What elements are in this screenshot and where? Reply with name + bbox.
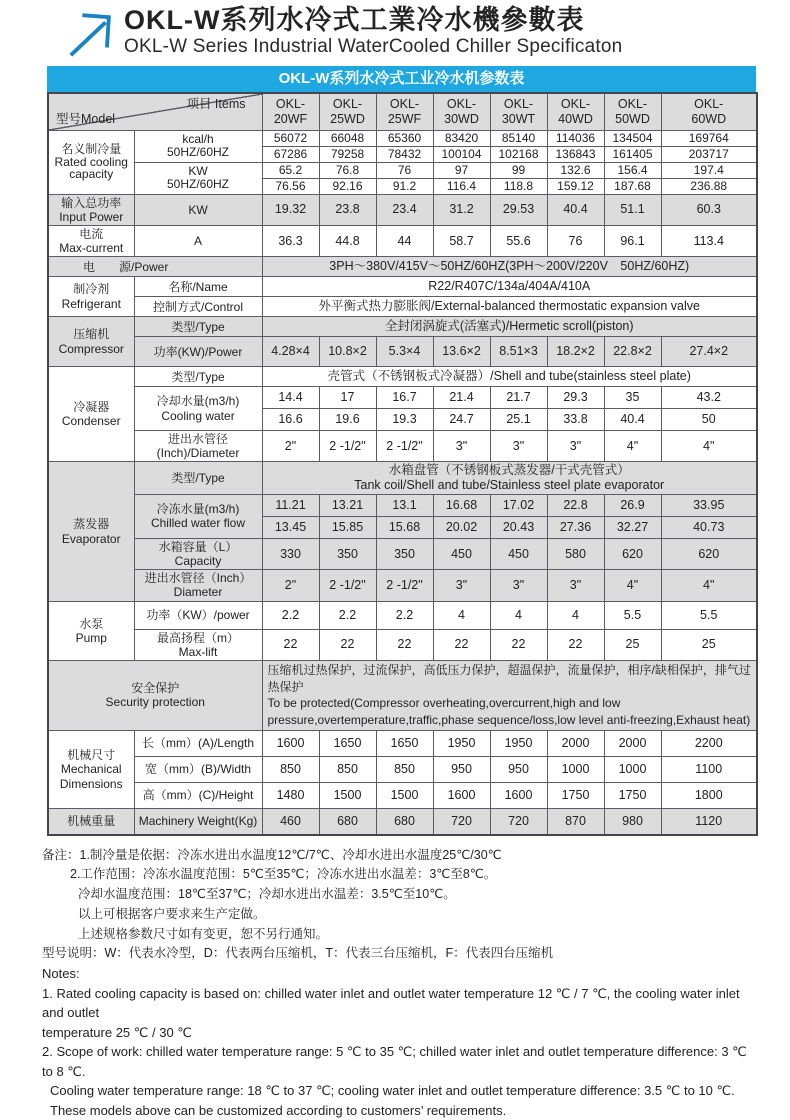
value-cell: 29.53	[490, 194, 547, 225]
value-cell: 22	[319, 629, 376, 660]
value-cell: 2 -1/2"	[376, 570, 433, 601]
row-item-label: 冷冻水量(m3/h) Chilled water flow	[134, 494, 262, 538]
value-cell: 680	[319, 809, 376, 835]
note-line: temperature 25 ℃ / 30 ℃	[42, 1024, 192, 1040]
page-title: OKL-W系列水冷式工業冷水機參數表	[124, 5, 585, 35]
value-cell: 1480	[262, 783, 319, 809]
value-cell: 1500	[319, 783, 376, 809]
value-cell: 18.2×2	[547, 337, 604, 367]
row-item-label: KW	[134, 194, 262, 225]
value-cell: 1750	[547, 783, 604, 809]
value-cell: 114036	[547, 130, 604, 146]
row-item-label: 名称/Name	[134, 277, 262, 297]
row-item-label: 功率（KW）/power	[134, 601, 262, 629]
row-item-label: 进出水管径 (Inch)/Diameter	[134, 431, 262, 462]
value-cell: 2 -1/2"	[376, 431, 433, 462]
value-cell: 50	[661, 409, 757, 431]
value-cell: 580	[547, 538, 604, 569]
value-cell: 44	[376, 225, 433, 256]
value-cell: 19.32	[262, 194, 319, 225]
value-cell: 60.3	[661, 194, 757, 225]
value-cell: 25	[661, 629, 757, 660]
value-cell: 350	[319, 538, 376, 569]
row-item-label: A	[134, 225, 262, 256]
model-header: OKL- 50WD	[604, 93, 661, 130]
value-cell: 96.1	[604, 225, 661, 256]
value-cell: 159.12	[547, 178, 604, 194]
value-cell: 22	[262, 629, 319, 660]
value-cell: 2"	[262, 431, 319, 462]
value-cell: 19.3	[376, 409, 433, 431]
value-cell: 10.8×2	[319, 337, 376, 367]
model-header: OKL- 25WF	[376, 93, 433, 130]
value-cell: 13.21	[319, 494, 376, 516]
value-cell: 1800	[661, 783, 757, 809]
value-cell: 8.51×3	[490, 337, 547, 367]
value-cell: 2.2	[376, 601, 433, 629]
model-header: OKL- 30WD	[433, 93, 490, 130]
value-cell: 99	[490, 162, 547, 178]
value-cell: 161405	[604, 146, 661, 162]
merged-value-cell: 压缩机过热保护，过流保护，高低压力保护，超温保护，流量保护，相序/缺相保护，排气过热保护 To be protected(Compressor overheating,overcurrent,high and low pressure,overtemperature,traffic,phase sequence/loss,low level anti-freezing,Exhaust heat)	[262, 660, 757, 730]
value-cell: 950	[433, 757, 490, 783]
row-group-label: 安全保护 Security protection	[48, 660, 262, 730]
value-cell: 65.2	[262, 162, 319, 178]
note-line: 备注：1.制冷量是依据：冷冻水进出水温度12℃/7℃、冷却水进出水温度25℃/30℃	[42, 847, 502, 862]
value-cell: 1120	[661, 809, 757, 835]
row-item-label: 类型/Type	[134, 367, 262, 387]
value-cell: 850	[319, 757, 376, 783]
notes-section	[42, 846, 758, 1120]
value-cell: 187.68	[604, 178, 661, 194]
value-cell: 4"	[604, 570, 661, 601]
title-block	[124, 6, 622, 58]
value-cell: 21.7	[490, 387, 547, 409]
value-cell: 13.45	[262, 516, 319, 538]
value-cell: 450	[433, 538, 490, 569]
note-line: 冷却水温度范围：18℃至37℃；冷却水进出水温差：3.5℃至10℃。	[78, 887, 456, 902]
note-line: These models above can be customized according to customers’ requirements.	[50, 1102, 507, 1118]
model-header: OKL- 60WD	[661, 93, 757, 130]
model-header: OKL- 20WF	[262, 93, 319, 130]
row-item-label: kcal/h 50HZ/60HZ	[134, 130, 262, 162]
value-cell: 4.28×4	[262, 337, 319, 367]
note-line: 上述规格参数尺寸如有变更，恕不另行通知。	[78, 926, 329, 941]
value-cell: 29.3	[547, 387, 604, 409]
value-cell: 720	[490, 809, 547, 835]
value-cell: 43.2	[661, 387, 757, 409]
value-cell: 22	[490, 629, 547, 660]
row-item-label: 类型/Type	[134, 462, 262, 495]
corner-model-label: 型号Model	[56, 111, 116, 126]
value-cell: 20.02	[433, 516, 490, 538]
value-cell: 91.2	[376, 178, 433, 194]
value-cell: 680	[376, 809, 433, 835]
value-cell: 2 -1/2"	[319, 431, 376, 462]
table-banner: OKL-W系列水冷式工业冷水机参数表	[47, 66, 756, 92]
value-cell: 22.8×2	[604, 337, 661, 367]
value-cell: 100104	[433, 146, 490, 162]
value-cell: 83420	[433, 130, 490, 146]
value-cell: 620	[661, 538, 757, 569]
row-item-label: 类型/Type	[134, 317, 262, 337]
row-group-label: 制冷剂 Refrigerant	[48, 277, 134, 317]
value-cell: 4	[547, 601, 604, 629]
value-cell: 2.2	[262, 601, 319, 629]
row-item-label: 宽（mm）(B)/Width	[134, 757, 262, 783]
value-cell: 92.16	[319, 178, 376, 194]
value-cell: 16.68	[433, 494, 490, 516]
value-cell: 21.4	[433, 387, 490, 409]
value-cell: 720	[433, 809, 490, 835]
value-cell: 22	[433, 629, 490, 660]
value-cell: 156.4	[604, 162, 661, 178]
spec-table-body	[48, 93, 757, 835]
value-cell: 22.8	[547, 494, 604, 516]
row-group-label: 名义制冷量 Rated cooling capacity	[48, 130, 134, 194]
row-group-label: 电流 Max-current	[48, 225, 134, 256]
value-cell: 26.9	[604, 494, 661, 516]
value-cell: 22	[547, 629, 604, 660]
value-cell: 870	[547, 809, 604, 835]
model-header: OKL- 40WD	[547, 93, 604, 130]
note-line: 以上可根据客户要求来生产定做。	[78, 906, 266, 921]
row-group-label: 水泵 Pump	[48, 601, 134, 660]
row-item-label: 进出水管径（Inch） Diameter	[134, 570, 262, 601]
merged-value-cell: 水箱盘管（不锈钢板式蒸发器/干式壳管式） Tank coil/Shell and tube/Stainless steel plate evaporator	[262, 462, 757, 495]
value-cell: 4	[433, 601, 490, 629]
merged-value-cell: 3PH～380V/415V～50HZ/60HZ(3PH～200V/220V 50HZ/60HZ)	[262, 257, 757, 277]
value-cell: 116.4	[433, 178, 490, 194]
value-cell: 56072	[262, 130, 319, 146]
value-cell: 67286	[262, 146, 319, 162]
value-cell: 1950	[490, 731, 547, 757]
value-cell: 4"	[661, 570, 757, 601]
value-cell: 85140	[490, 130, 547, 146]
value-cell: 78432	[376, 146, 433, 162]
value-cell: 40.4	[547, 194, 604, 225]
value-cell: 1650	[376, 731, 433, 757]
value-cell: 1100	[661, 757, 757, 783]
value-cell: 11.21	[262, 494, 319, 516]
value-cell: 2"	[262, 570, 319, 601]
note-line: 2. Scope of work: chilled water temperature range: 5 ℃ to 35 ℃; chilled water inlet and outlet temperature difference: 3 ℃ to 8 ℃.	[42, 1044, 747, 1079]
row-item-label: Machinery Weight(Kg)	[134, 809, 262, 835]
corner-items-label: 项目 Items	[186, 97, 246, 111]
value-cell: 20.43	[490, 516, 547, 538]
value-cell: 102168	[490, 146, 547, 162]
value-cell: 15.85	[319, 516, 376, 538]
arrow-up-right-icon	[66, 9, 118, 59]
page-header	[0, 0, 790, 62]
value-cell: 350	[376, 538, 433, 569]
value-cell: 65360	[376, 130, 433, 146]
value-cell: 25.1	[490, 409, 547, 431]
value-cell: 3"	[433, 570, 490, 601]
value-cell: 17	[319, 387, 376, 409]
value-cell: 3"	[490, 431, 547, 462]
value-cell: 1750	[604, 783, 661, 809]
value-cell: 4	[490, 601, 547, 629]
merged-value-cell: 全封闭涡旋式(活塞式)/Hermetic scroll(piston)	[262, 317, 757, 337]
value-cell: 2000	[547, 731, 604, 757]
value-cell: 3"	[490, 570, 547, 601]
value-cell: 4"	[661, 431, 757, 462]
value-cell: 23.4	[376, 194, 433, 225]
spec-table	[47, 92, 758, 836]
value-cell: 5.5	[604, 601, 661, 629]
note-line: Notes:	[42, 966, 80, 982]
value-cell: 2200	[661, 731, 757, 757]
value-cell: 23.8	[319, 194, 376, 225]
value-cell: 1650	[319, 731, 376, 757]
value-cell: 134504	[604, 130, 661, 146]
value-cell: 76	[547, 225, 604, 256]
value-cell: 40.73	[661, 516, 757, 538]
value-cell: 14.4	[262, 387, 319, 409]
value-cell: 33.95	[661, 494, 757, 516]
value-cell: 1600	[262, 731, 319, 757]
value-cell: 4"	[604, 431, 661, 462]
notes-chinese	[42, 846, 758, 965]
value-cell: 203717	[661, 146, 757, 162]
value-cell: 136843	[547, 146, 604, 162]
value-cell: 236.88	[661, 178, 757, 194]
value-cell: 2000	[604, 731, 661, 757]
merged-value-cell: 壳管式（不锈钢板式冷凝器）/Shell and tube(stainless steel plate)	[262, 367, 757, 387]
row-group-label: 输入总功率 Input Power	[48, 194, 134, 225]
value-cell: 1000	[547, 757, 604, 783]
value-cell: 330	[262, 538, 319, 569]
value-cell: 3"	[547, 570, 604, 601]
value-cell: 66048	[319, 130, 376, 146]
merged-value-cell: R22/R407C/134a/404A/410A	[262, 277, 757, 297]
value-cell: 22	[376, 629, 433, 660]
value-cell: 3"	[547, 431, 604, 462]
value-cell: 76.56	[262, 178, 319, 194]
value-cell: 620	[604, 538, 661, 569]
value-cell: 27.4×2	[661, 337, 757, 367]
note-line: 型号说明：W：代表水冷型，D：代表两台压缩机，T：代表三台压缩机，F：代表四台压缩机	[42, 946, 554, 961]
value-cell: 850	[376, 757, 433, 783]
value-cell: 13.6×2	[433, 337, 490, 367]
value-cell: 25	[604, 629, 661, 660]
row-group-label: 电 源/Power	[48, 257, 262, 277]
notes-english	[42, 964, 758, 1120]
value-cell: 27.36	[547, 516, 604, 538]
row-item-label: 高（mm）(C)/Height	[134, 783, 262, 809]
value-cell: 1600	[490, 783, 547, 809]
value-cell: 76	[376, 162, 433, 178]
row-item-label: 冷却水量(m3/h) Cooling water	[134, 387, 262, 431]
row-group-label: 压缩机 Compressor	[48, 317, 134, 367]
merged-value-cell: 外平衡式热力膨胀阀/External-balanced thermostatic expansion valve	[262, 297, 757, 317]
value-cell: 950	[490, 757, 547, 783]
value-cell: 13.1	[376, 494, 433, 516]
value-cell: 3"	[433, 431, 490, 462]
row-group-label: 机械尺寸 Mechanical Dimensions	[48, 731, 134, 809]
value-cell: 169764	[661, 130, 757, 146]
value-cell: 460	[262, 809, 319, 835]
value-cell: 31.2	[433, 194, 490, 225]
value-cell: 132.6	[547, 162, 604, 178]
value-cell: 33.8	[547, 409, 604, 431]
value-cell: 1500	[376, 783, 433, 809]
value-cell: 1950	[433, 731, 490, 757]
value-cell: 16.7	[376, 387, 433, 409]
value-cell: 76.8	[319, 162, 376, 178]
value-cell: 35	[604, 387, 661, 409]
model-header: OKL- 25WD	[319, 93, 376, 130]
value-cell: 36.3	[262, 225, 319, 256]
page-subtitle: OKL-W Series Industrial WaterCooled Chiller Specificaton	[124, 35, 623, 57]
value-cell: 40.4	[604, 409, 661, 431]
note-line: Cooling water temperature range: 18 ℃ to 37 ℃; cooling water inlet and outlet temperature difference: 3.5 ℃ to 10 ℃.	[50, 1083, 735, 1099]
value-cell: 15.68	[376, 516, 433, 538]
corner-header-cell	[48, 93, 262, 130]
value-cell: 2.2	[319, 601, 376, 629]
value-cell: 5.3×4	[376, 337, 433, 367]
row-group-label: 冷凝器 Condenser	[48, 367, 134, 462]
note-line: 1. Rated cooling capacity is based on: chilled water inlet and outlet water temperature 12 ℃ / 7 ℃, the cooling water inlet and outlet	[42, 985, 740, 1021]
row-item-label: 功率(KW)/Power	[134, 337, 262, 367]
row-item-label: 长（mm）(A)/Length	[134, 731, 262, 757]
row-item-label: 最高扬程（m） Max-lift	[134, 629, 262, 660]
value-cell: 32.27	[604, 516, 661, 538]
value-cell: 16.6	[262, 409, 319, 431]
value-cell: 44.8	[319, 225, 376, 256]
value-cell: 118.8	[490, 178, 547, 194]
value-cell: 51.1	[604, 194, 661, 225]
value-cell: 58.7	[433, 225, 490, 256]
value-cell: 2 -1/2"	[319, 570, 376, 601]
note-line: 2.工作范围：冷冻水温度范围：5℃至35℃；冷冻水进出水温差：3℃至8℃。	[70, 867, 497, 882]
value-cell: 113.4	[661, 225, 757, 256]
row-group-label: 蒸发器 Evaporator	[48, 462, 134, 601]
value-cell: 97	[433, 162, 490, 178]
value-cell: 5.5	[661, 601, 757, 629]
value-cell: 79258	[319, 146, 376, 162]
value-cell: 19.6	[319, 409, 376, 431]
row-item-label: 控制方式/Control	[134, 297, 262, 317]
row-group-label: 机械重量	[48, 809, 134, 835]
row-item-label: KW 50HZ/60HZ	[134, 162, 262, 194]
row-item-label: 水箱容量（L） Capacity	[134, 538, 262, 569]
value-cell: 1600	[433, 783, 490, 809]
value-cell: 24.7	[433, 409, 490, 431]
value-cell: 980	[604, 809, 661, 835]
value-cell: 55.6	[490, 225, 547, 256]
value-cell: 1000	[604, 757, 661, 783]
value-cell: 450	[490, 538, 547, 569]
value-cell: 17.02	[490, 494, 547, 516]
model-header: OKL- 30WT	[490, 93, 547, 130]
value-cell: 197.4	[661, 162, 757, 178]
value-cell: 850	[262, 757, 319, 783]
